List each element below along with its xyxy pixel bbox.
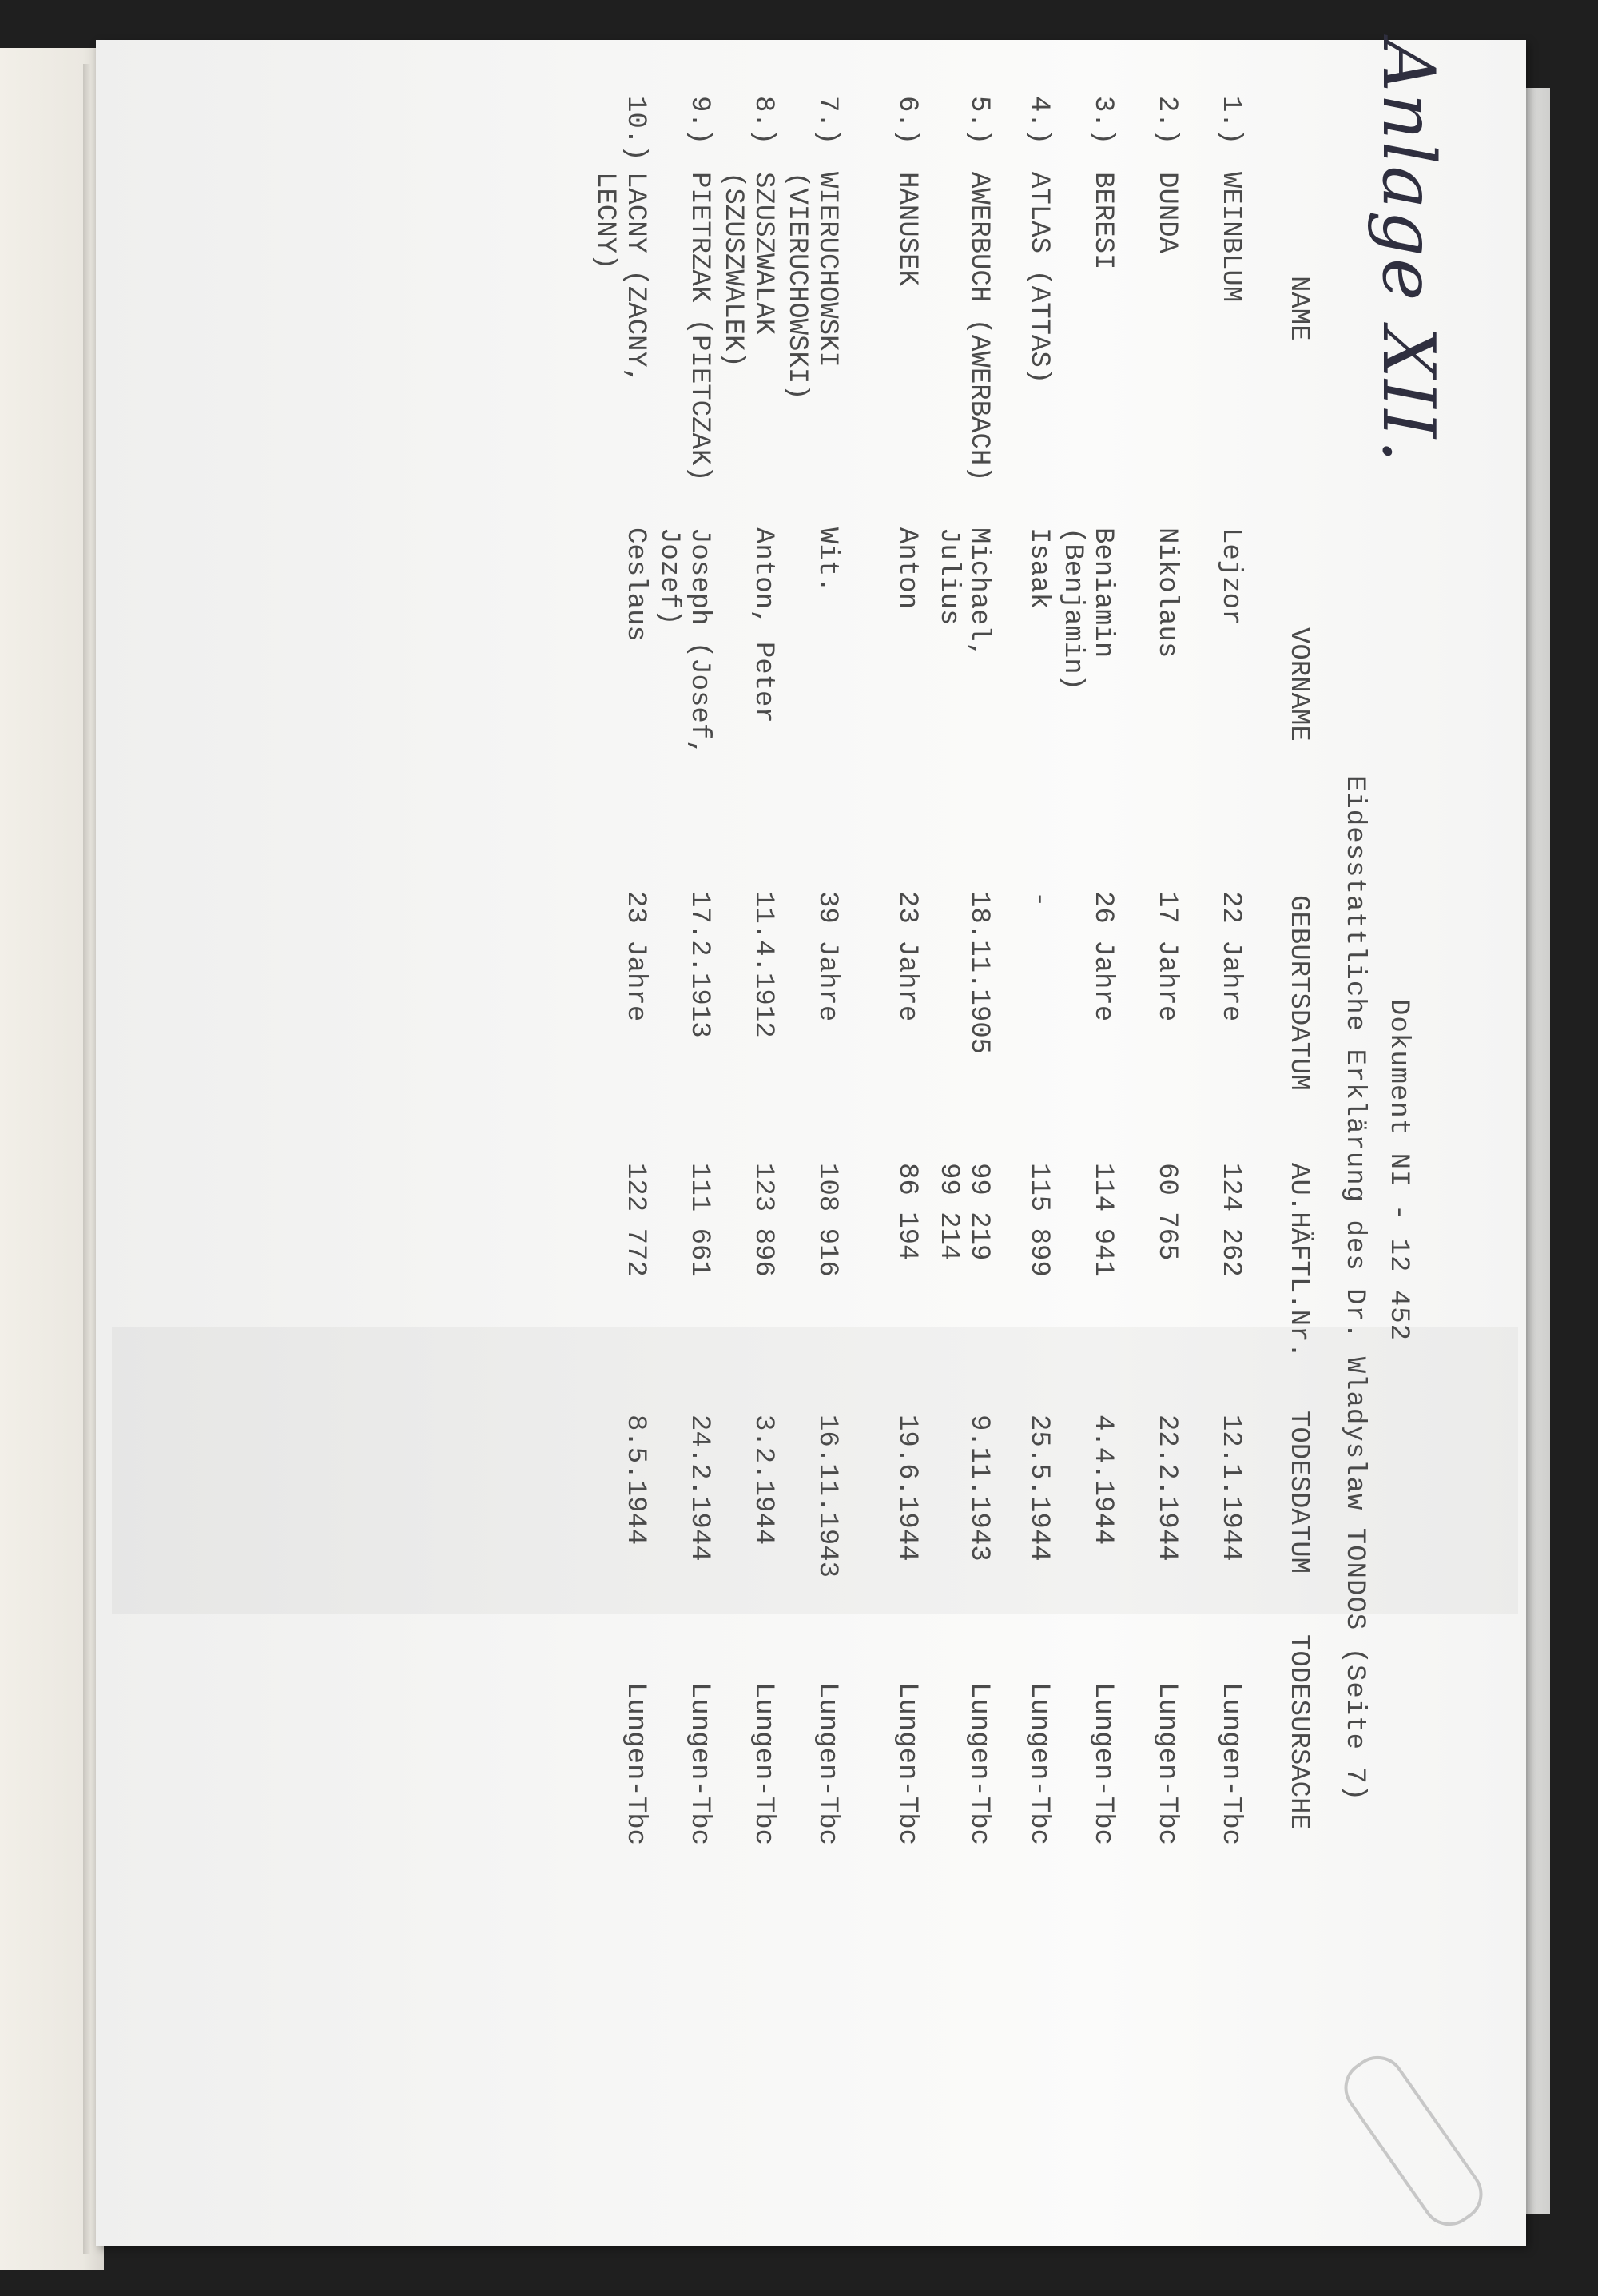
row-number: 8.) (748, 96, 778, 145)
cause-of-death-cell: Lungen-Tbc (1215, 1682, 1246, 1846)
cause-of-death-cell: Lungen-Tbc (892, 1682, 922, 1846)
surname-variant-cell: LECNY) (590, 172, 620, 270)
death-date-cell: 19.6.1944 (892, 1415, 922, 1562)
row-number: 1.) (1215, 96, 1246, 145)
col-header-todesursache: TODESURSACHE (1283, 1634, 1314, 1830)
birth-date-cell: 23 Jahre (892, 891, 922, 1022)
first-name-variant-cell: Jozef) (654, 527, 684, 626)
cause-of-death-cell: Lungen-Tbc (684, 1682, 714, 1846)
first-name-cell: Anton (892, 527, 922, 610)
birth-date-cell: 39 Jahre (812, 891, 842, 1022)
surname-cell: HANUSEK (892, 172, 922, 286)
row-number: 2.) (1151, 96, 1182, 145)
col-header-todesdatum: TODESDATUM (1283, 1411, 1314, 1574)
birth-date-cell: 23 Jahre (620, 891, 650, 1022)
prisoner-number-cell: 108 916 (812, 1163, 842, 1277)
cause-of-death-cell: Lungen-Tbc (1087, 1682, 1118, 1846)
first-name-cell: Ceslaus (620, 527, 650, 642)
document-number: Dokument NI - 12 452 (1383, 999, 1413, 1342)
first-name-variant-cell: (Benjamin) (1057, 527, 1087, 691)
death-date-cell: 12.1.1944 (1215, 1415, 1246, 1562)
row-number: 9.) (684, 96, 714, 145)
surname-cell: PIETRZAK (PIETCZAK) (684, 172, 714, 482)
death-date-cell: 3.2.1944 (748, 1415, 778, 1546)
row-number: 4.) (1024, 96, 1054, 145)
cause-of-death-cell: Lungen-Tbc (964, 1682, 994, 1846)
row-number: 10.) (620, 96, 650, 161)
prisoner-number-cell: 123 896 (748, 1163, 778, 1277)
rotated-document-content (56, 40, 1450, 2094)
col-header-vorname: VORNAME (1283, 627, 1314, 742)
prisoner-number-cell: 122 772 (620, 1163, 650, 1277)
cause-of-death-cell: Lungen-Tbc (1024, 1682, 1054, 1846)
handwritten-annotation: Anlage XII. (1366, 40, 1450, 464)
surname-cell: LACNY (ZACNY, (620, 172, 650, 384)
prisoner-number-cell: 115 899 (1024, 1163, 1054, 1277)
death-date-cell: 22.2.1944 (1151, 1415, 1182, 1562)
death-date-cell: 9.11.1943 (964, 1415, 994, 1562)
cause-of-death-cell: Lungen-Tbc (812, 1682, 842, 1846)
col-header-haeftling-nr: AU.HÄFTL.Nr. (1283, 1163, 1314, 1359)
first-name-cell: Wit. (812, 527, 842, 593)
prisoner-number-cell: 60 765 (1151, 1163, 1182, 1261)
surname-variant-cell: (SZUSZWALEK) (718, 172, 748, 368)
birth-date-cell: 18.11.1905 (964, 891, 994, 1055)
first-name-variant-cell: Julius (933, 527, 964, 626)
row-number: 3.) (1087, 96, 1118, 145)
death-date-cell: 4.4.1944 (1087, 1415, 1118, 1546)
death-date-cell: 16.11.1943 (812, 1415, 842, 1578)
surname-variant-cell: (VIERUCHOWSKI) (781, 172, 812, 400)
prisoner-number-cell: 86 194 (892, 1163, 922, 1261)
birth-date-cell: 11.4.1912 (748, 891, 778, 1038)
row-number: 6.) (892, 96, 922, 145)
first-name-cell: Beniamin (1087, 527, 1118, 659)
surname-cell: ATLAS (ATTAS) (1024, 172, 1054, 384)
prisoner-number-cell: 124 262 (1215, 1163, 1246, 1277)
surname-cell: AWERBUCH (AWERBACH) (964, 172, 994, 482)
row-number: 7.) (812, 96, 842, 145)
prisoner-number-cell: 99 219 (964, 1163, 994, 1261)
prisoner-number-cell: 111 661 (684, 1163, 714, 1277)
first-name-cell: Anton, Peter (748, 527, 778, 723)
surname-cell: SZUSZWALAK (748, 172, 778, 336)
col-header-name: NAME (1283, 276, 1314, 341)
col-header-geburtsdatum: GEBURTSDATUM (1283, 895, 1314, 1091)
birth-date-cell: - (1024, 891, 1054, 908)
prisoner-number-cell: 114 941 (1087, 1163, 1118, 1277)
surname-cell: DUNDA (1151, 172, 1182, 254)
surname-cell: WEINBLUM (1215, 172, 1246, 303)
first-name-cell: Michael, (964, 527, 994, 659)
first-name-cell: Isaak (1024, 527, 1054, 610)
cause-of-death-cell: Lungen-Tbc (748, 1682, 778, 1846)
birth-date-cell: 26 Jahre (1087, 891, 1118, 1022)
surname-cell: BERESI (1087, 172, 1118, 270)
cause-of-death-cell: Lungen-Tbc (1151, 1682, 1182, 1846)
death-date-cell: 8.5.1944 (620, 1415, 650, 1546)
first-name-cell: Lejzor (1215, 527, 1246, 626)
death-date-cell: 24.2.1944 (684, 1415, 714, 1562)
prisoner-number-alt-cell: 99 214 (933, 1163, 964, 1261)
document-heading: Eidesstattliche Erklärung des Dr. Wladyslaw TONDOS (Seite 7) (1339, 775, 1369, 1802)
death-date-cell: 25.5.1944 (1024, 1415, 1054, 1562)
birth-date-cell: 22 Jahre (1215, 891, 1246, 1022)
cause-of-death-cell: Lungen-Tbc (620, 1682, 650, 1846)
surname-cell: WIERUCHOWSKI (812, 172, 842, 368)
first-name-cell: Nikolaus (1151, 527, 1182, 659)
birth-date-cell: 17.2.1913 (684, 891, 714, 1038)
row-number: 5.) (964, 96, 994, 145)
first-name-cell: Joseph (Josef, (684, 527, 714, 756)
birth-date-cell: 17 Jahre (1151, 891, 1182, 1022)
